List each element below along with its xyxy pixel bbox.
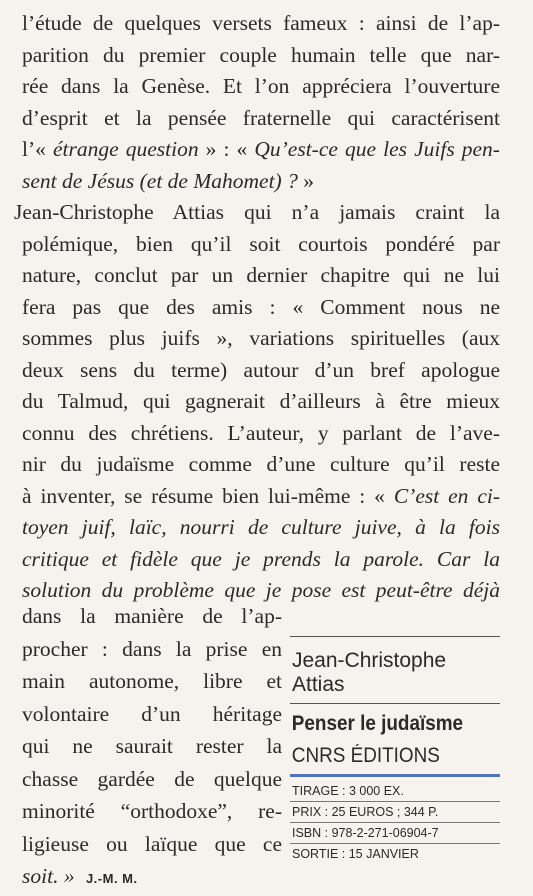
book-price: PRIX : 25 EUROS ; 344 P. <box>290 802 500 823</box>
article-line: l’« étrange question » : « Qu’est-ce que les Juifs pen- <box>22 137 500 161</box>
book-print-run: TIRAGE : 3 000 EX. <box>290 781 500 802</box>
article-line: solution du problème que je pose est peut-être déjà <box>22 578 500 602</box>
article-line: sommes plus juifs », variations spirituelles (aux <box>22 326 500 350</box>
book-publisher: CNRS ÉDITIONS <box>291 744 440 767</box>
article-column <box>14 8 500 607</box>
article-line: nature, conclut par un dernier chapitre qui ne lui <box>22 263 500 287</box>
article-line: connu des chrétiens. L’auteur, y parlant de l’ave- <box>22 420 500 445</box>
article-line: Jean-Christophe Attias qui n’a jamais craint la <box>14 200 500 224</box>
article-line: dans la manière de l’ap- <box>22 604 282 628</box>
book-release: SORTIE : 15 JANVIER <box>292 847 419 861</box>
article-line: d’esprit et la pensée fraternelle qui caractérisent <box>22 105 500 130</box>
book-title: Penser le judaïsme <box>291 712 464 735</box>
article-line: toyen juif, laïc, nourri de culture juive, à la fois <box>22 515 500 539</box>
closing-text: soit. » <box>22 864 75 888</box>
article-line: fera pas que des amis : « Comment nous ne <box>22 294 500 319</box>
blue-rule <box>290 774 500 777</box>
article-line: volontaire d’un héritage <box>22 701 282 726</box>
article-last-line <box>22 860 282 893</box>
book-info-box <box>290 636 500 864</box>
article-line: parition du premier couple humain telle que nar- <box>22 42 500 67</box>
book-author: Jean-Christophe Attias <box>292 649 447 696</box>
article-line: minorité “orthodoxe”, re- <box>22 799 282 823</box>
article-line: procher : dans la prise en <box>22 636 282 661</box>
article-bottom-column <box>22 600 282 893</box>
article-line: à inventer, se résume bien lui-même : « C’est en ci- <box>22 483 500 508</box>
book-isbn: ISBN : 978-2-271-06904-7 <box>290 823 500 844</box>
article-line: ligieuse ou laïque que ce <box>22 831 282 856</box>
article-line: rée dans la Genèse. Et l’on appréciera l’ouverture <box>22 74 500 98</box>
article-line: deux sens du terme) autour d’un bref apologue <box>22 357 500 382</box>
article-line: sent de Jésus (et de Mahomet) ? » <box>22 168 314 193</box>
article-line: qui ne saurait rester la <box>22 734 282 758</box>
article-line: chasse gardée de quelque <box>22 766 282 791</box>
article-line: l’étude de quelques versets fameux : ainsi de l’ap- <box>22 11 500 35</box>
article-line: du Talmud, qui gagnerait d’ailleurs à être mieux <box>22 389 500 413</box>
article-line: main autonome, libre et <box>22 669 282 693</box>
article-line: critique et fidèle que je prends la parole. Car la <box>22 546 500 571</box>
article-line: nir du judaïsme comme d’une culture qu’il reste <box>22 452 500 476</box>
author-signature: J.-M. M. <box>85 871 138 886</box>
article-line: polémique, bien qu’il soit courtois pondéré par <box>22 231 500 256</box>
